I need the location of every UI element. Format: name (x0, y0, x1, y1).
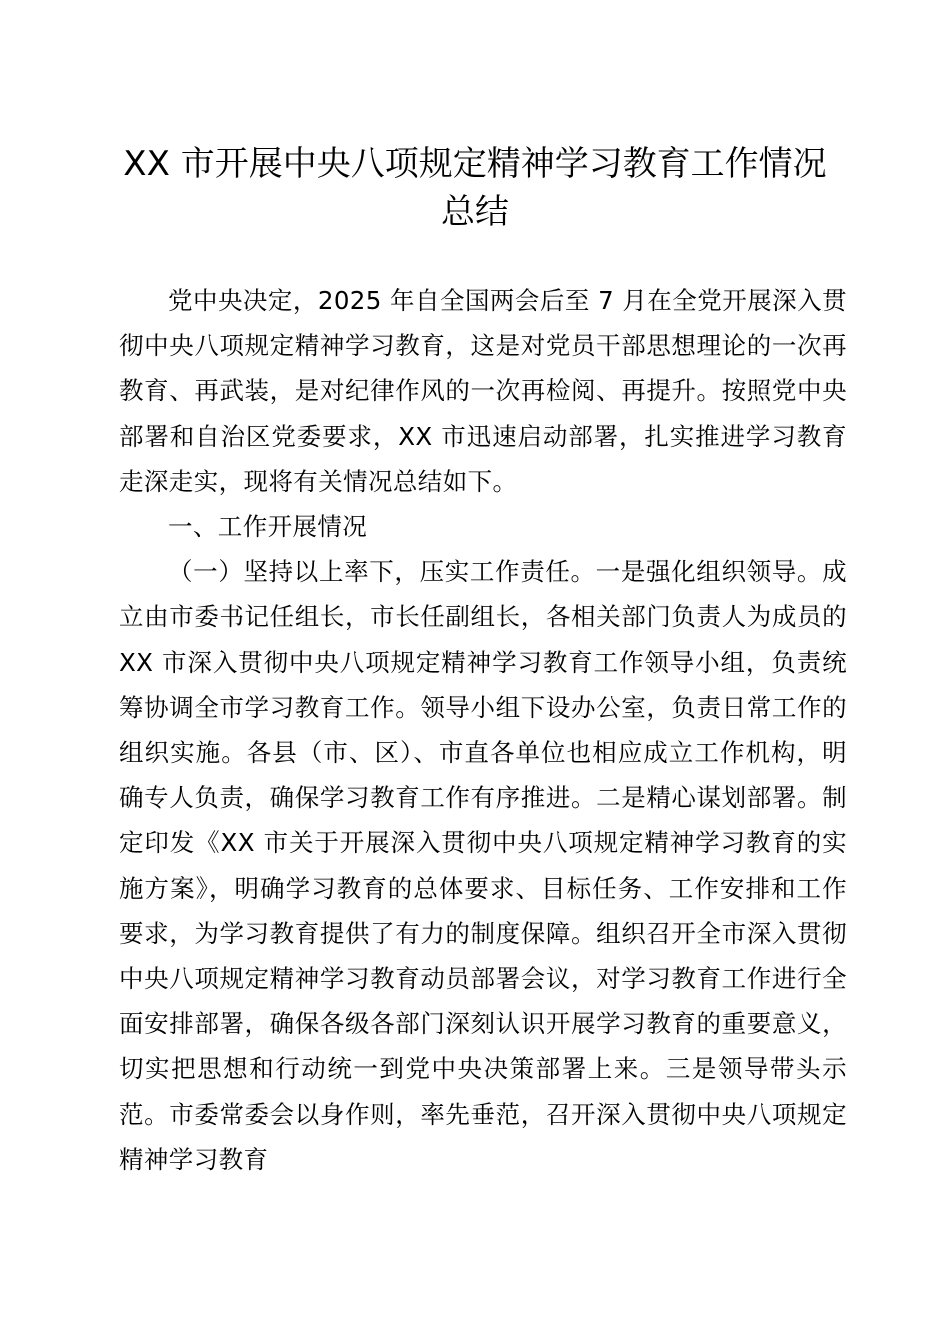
section-paragraph: （一）坚持以上率下，压实工作责任。一是强化组织领导。成立由市委书记任组长，市长任副组长，各相关部门负责人为成员的 XX 市深入贯彻中央八项规定精神学习教育工作领导小组，负责统筹协调全市学习教育工作。领导小组下设办公室，负责日常工作的组织实施。各县（市、区）、市直各单位也相应成立工作机构，明确专人负责，确保学习教育工作有序推进。二是精心谋划部署。制定印发《XX 市关于开展深入贯彻中央八项规定精神学习教育的实施方案》，明确学习教育的总体要求、目标任务、工作安排和工作要求，为学习教育提供了有力的制度保障。组织召开全市深入贯彻中央八项规定精神学习教育动员部署会议，对学习教育工作进行全面安排部署，确保各级各部门深刻认识开展学习教育的重要意义，切实把思想和行动统一到党中央决策部署上来。三是领导带头示范。市委常委会以身作则，率先垂范，召开深入贯彻中央八项规定精神学习教育 (119, 557, 847, 1174)
section-heading: 一、工作开展情况 (168, 512, 368, 542)
intro-paragraph: 党中央决定，2025 年自全国两会后至 7 月在全党开展深入贯彻中央八项规定精神学习教育，这是对党员干部思想理论的一次再教育、再武装，是对纪律作风的一次再检阅、再提升。按照党中央部署和自治区党委要求，XX 市迅速启动部署，扎实推进学习教育走深走实，现将有关情况总结如下。 (119, 286, 847, 496)
document-body (119, 278, 847, 1182)
document-title: XX 市开展中央八项规定精神学习教育工作情况总结 (123, 144, 827, 232)
